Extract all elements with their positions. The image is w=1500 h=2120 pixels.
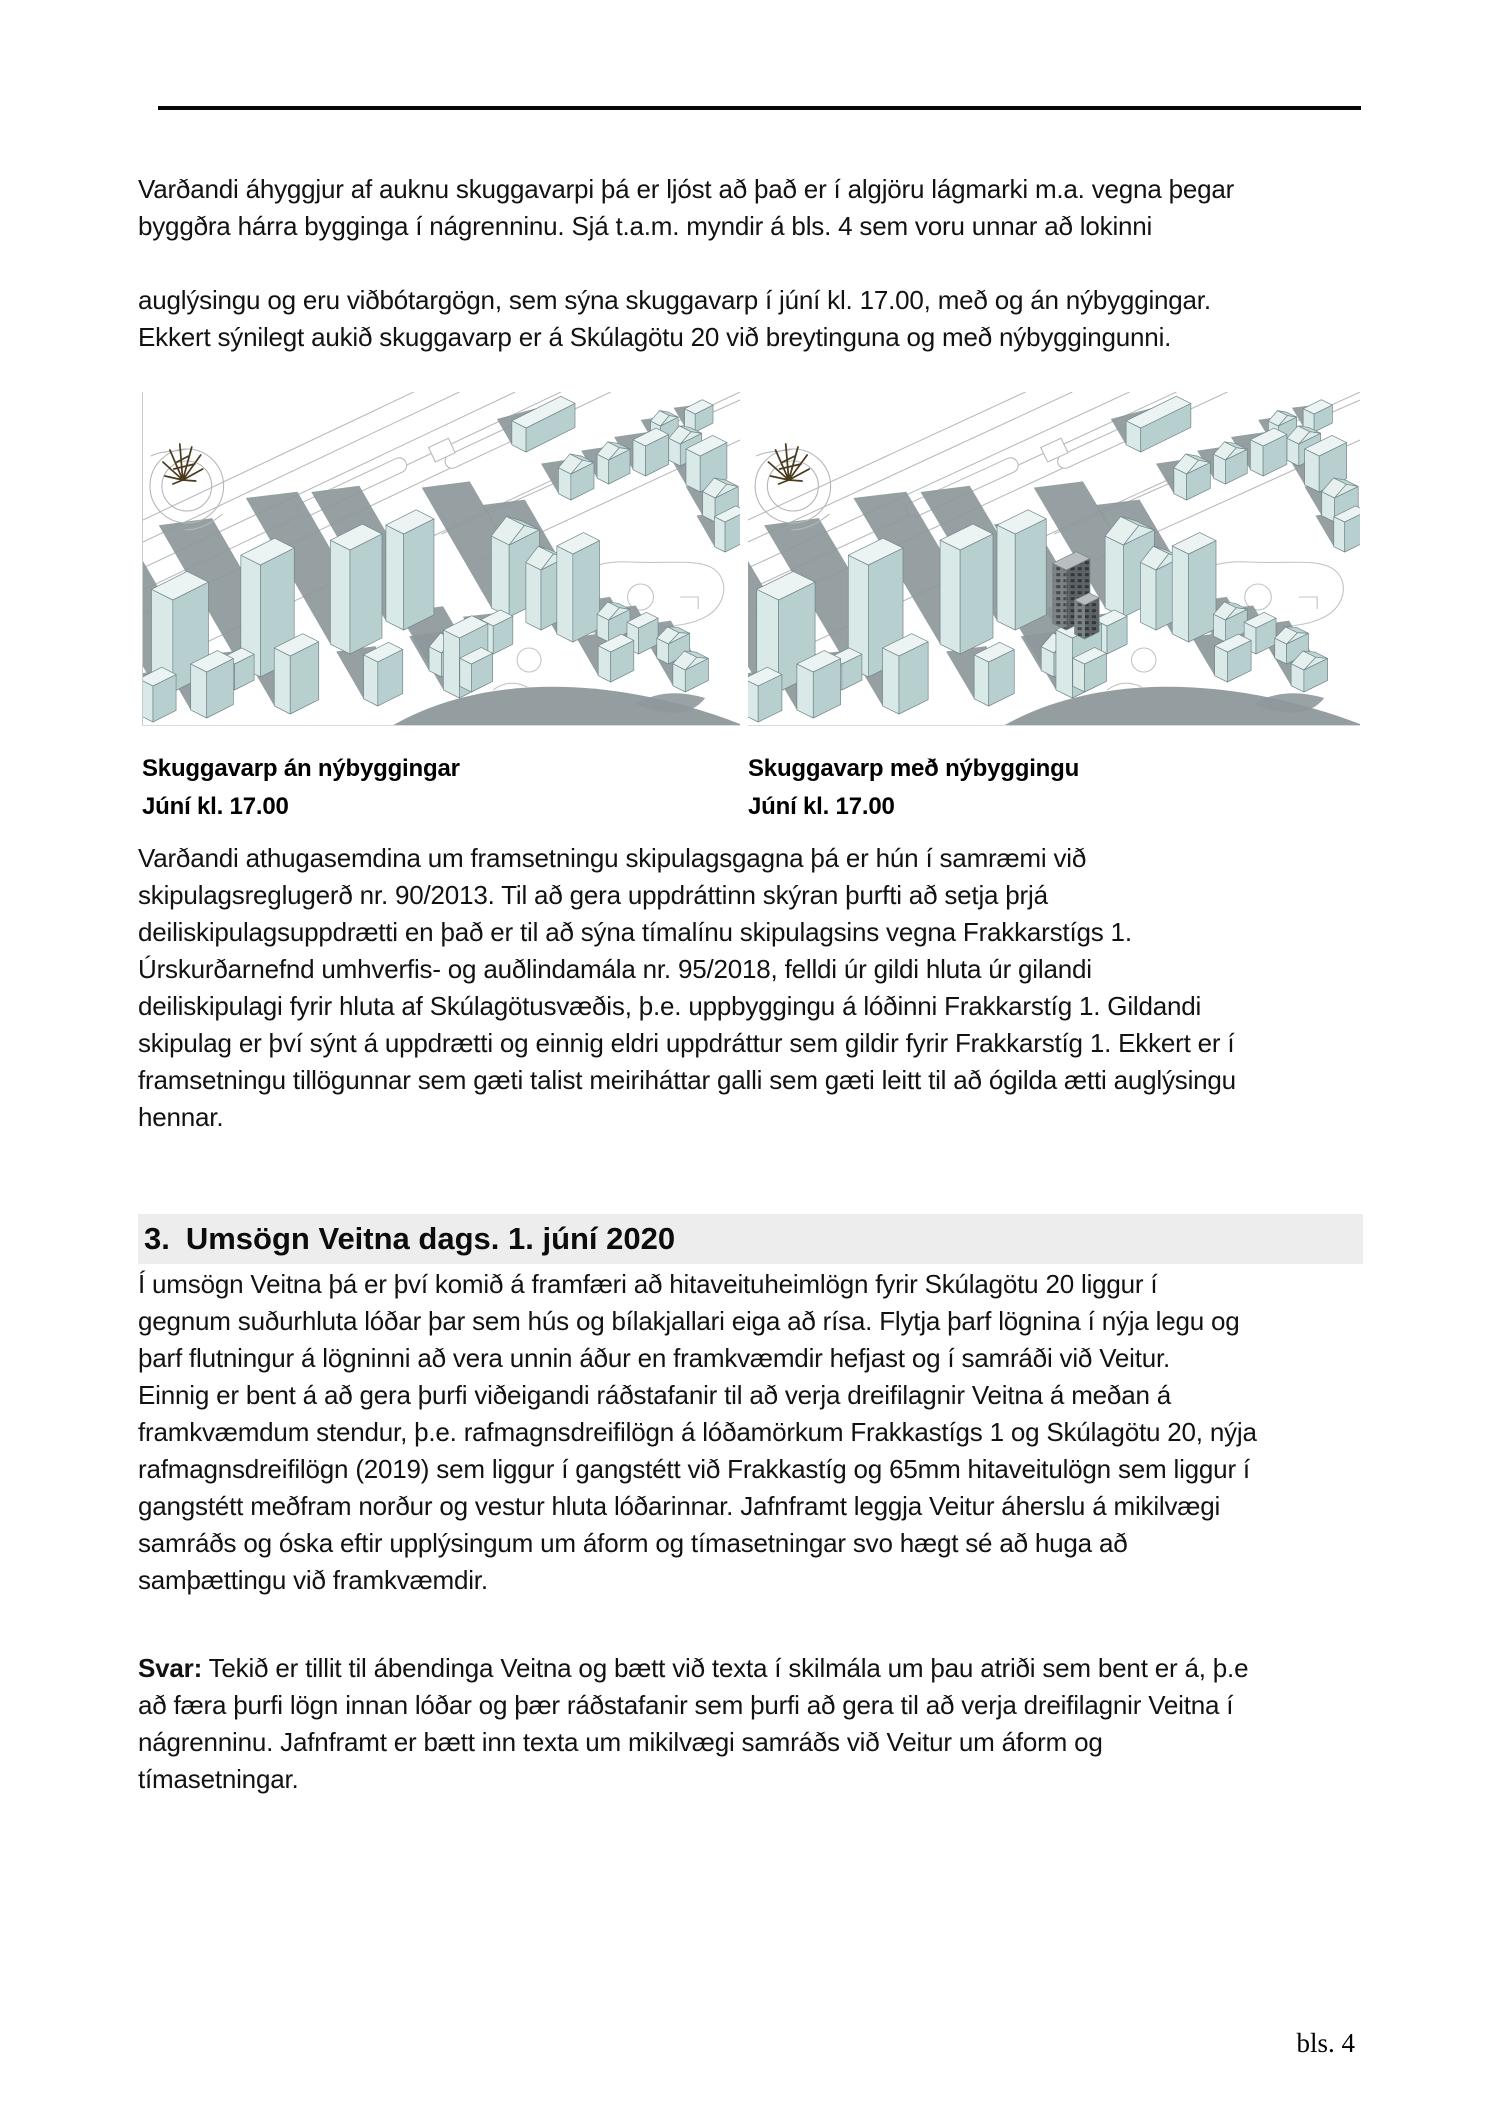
shadow-study-illustration <box>143 392 740 725</box>
section-title: Umsögn Veitna dags. 1. júní 2020 <box>185 1221 676 1256</box>
text-line: Úrskurðarnefnd umhverfis- og auðlindamála nr. 95/2018, felldi úr gildi hluta úr gilandi <box>138 954 1092 984</box>
paragraph-svar-response <box>138 1650 1368 1798</box>
text-line: að færa þurfi lögn innan lóðar og þær ráðstafanir sem þurfi að gera til að verja dreifilagnir Veitna í <box>138 1690 1234 1720</box>
text-line: nágrenninu. Jafnframt er bætt inn texta um mikilvægi samráðs við Veitur um áform og <box>138 1727 1103 1757</box>
text-line: Varðandi áhyggjur af auknu skuggavarpi þá er ljóst að það er í algjöru lágmarki m.a. vegna þegar <box>138 174 1235 204</box>
text-line: Ekkert sýnilegt aukið skuggavarp er á Skúlagötu 20 við breytinguna og með nýbyggingunni. <box>138 322 1172 352</box>
svar-label: Svar: <box>138 1653 203 1683</box>
text-line: samþættingu við framkvæmdir. <box>138 1565 488 1595</box>
text-line: Í umsögn Veitna þá er því komið á framfæri að hitaveituheimlögn fyrir Skúlagötu 20 liggur í <box>138 1269 1158 1299</box>
text-line: þarf flutningur á lögninni að vera unnin áður en framkvæmdir hefjast og í samráði við Veitur. <box>138 1343 1171 1373</box>
figure-caption-left <box>142 750 460 826</box>
figure-shadow-study-with-new-building <box>748 392 1360 726</box>
text-line: skipulagsreglugerð nr. 90/2013. Til að gera uppdráttinn skýran þurfti að setja þrjá <box>138 880 1048 910</box>
text-line: Varðandi athugasemdina um framsetningu skipulagsgagna þá er hún í samræmi við <box>138 843 1087 873</box>
caption-subtitle: Júní kl. 17.00 <box>748 793 895 820</box>
text-line: deiliskipulagsuppdrætti en það er til að sýna tímalínu skipulagsins vegna Frakkarstígs 1. <box>138 917 1132 947</box>
shadow-study-illustration <box>748 392 1360 725</box>
caption-title: Skuggavarp með nýbyggingu <box>748 755 1080 782</box>
paragraph-veitur-comment <box>138 1266 1368 1599</box>
text-line: hennar. <box>138 1102 224 1132</box>
text-line: framkvæmdum stendur, þ.e. rafmagnsdreifilögn á lóðamörkum Frakkastígs 1 og Skúlagötu 20, nýja <box>138 1417 1257 1447</box>
caption-title: Skuggavarp án nýbyggingar <box>142 755 460 782</box>
header-rule <box>158 106 1361 110</box>
section-heading-umsogn-veitna <box>138 1214 1363 1264</box>
text-line: byggðra hárra bygginga í nágrenninu. Sjá t.a.m. myndir á bls. 4 sem voru unnar að lokinni <box>138 211 1153 241</box>
text-line: Einnig er bent á að gera þurfi viðeigandi ráðstafanir til að verja dreifilagnir Veitna á meðan á <box>138 1380 1172 1410</box>
figure-shadow-study-without-new-building <box>142 392 740 726</box>
text-line: auglýsingu og eru viðbótargögn, sem sýna skuggavarp í júní kl. 17.00, með og án nýbyggingar. <box>138 285 1211 315</box>
figure-caption-right <box>748 750 1079 826</box>
caption-subtitle: Júní kl. 17.00 <box>142 793 289 820</box>
text-line: rafmagnsdreifilögn (2019) sem liggur í gangstétt við Frakkastíg og 65mm hitaveitulögn sem liggur í <box>138 1454 1250 1484</box>
section-number: 3. <box>144 1221 170 1256</box>
svar-text: Tekið er tillit til ábendinga Veitna og bætt við texta í skilmála um þau atriði sem bent er á, þ.e <box>202 1653 1249 1683</box>
text-line: samráðs og óska eftir upplýsingum um áform og tímasetningar svo hægt sé að huga að <box>138 1528 1128 1558</box>
text-line: gegnum suðurhluta lóðar þar sem hús og bílakjallari eiga að rísa. Flytja þarf lögnina í nýja legu og <box>138 1306 1240 1336</box>
paragraph-shadow-concerns <box>138 171 1368 245</box>
page-number: bls. 4 <box>1296 2028 1355 2058</box>
paragraph-shadow-study-note <box>138 282 1368 356</box>
text-line: skipulag er því sýnt á uppdrætti og einnig eldri uppdráttur sem gildir fyrir Frakkarstíg 1. Ekkert er í <box>138 1028 1235 1058</box>
paragraph-plan-presentation <box>138 840 1368 1136</box>
text-line: deiliskipulagi fyrir hluta af Skúlagötusvæðis, þ.e. uppbyggingu á lóðinni Frakkarstíg 1. Gildandi <box>138 991 1202 1021</box>
text-line: gangstétt meðfram norður og vestur hluta lóðarinnar. Jafnframt leggja Veitur áherslu á mikilvægi <box>138 1491 1221 1521</box>
text-line: framsetningu tillögunnar sem gæti talist meiriháttar galli sem gæti leitt til að ógilda ætti auglýsingu <box>138 1065 1236 1095</box>
text-line <box>138 1650 1368 1687</box>
text-line: tímasetningar. <box>138 1764 299 1794</box>
